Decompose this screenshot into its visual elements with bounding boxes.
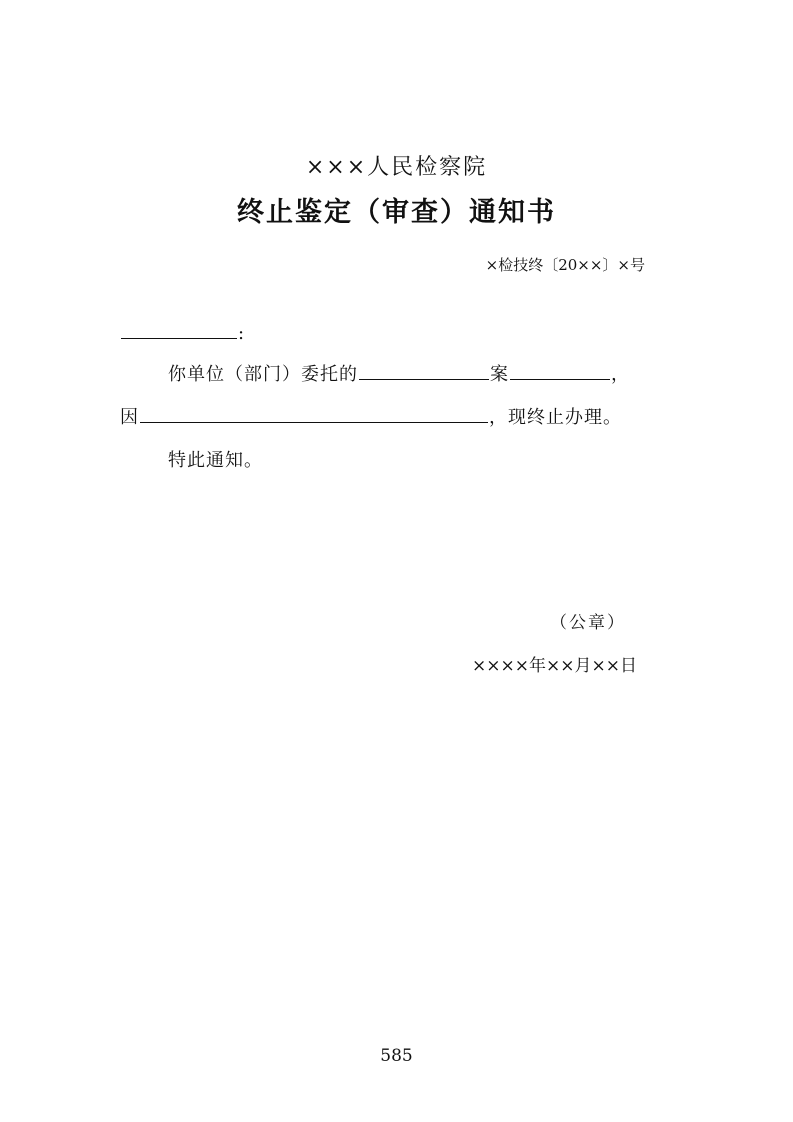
para1-suffix: ，: [611, 364, 630, 385]
para2-suffix: ，现终止办理。: [489, 407, 622, 428]
document-title: 终止鉴定（审查）通知书: [237, 197, 556, 228]
recipient-line: [120, 320, 244, 344]
paragraph-reason: [120, 403, 622, 429]
para1-prefix: 你单位（部门）委托的: [168, 364, 358, 385]
paragraph-commission: [168, 360, 630, 386]
case-detail-blank: [510, 361, 610, 380]
official-seal-placeholder: （公章）: [550, 613, 626, 633]
case-name-blank: [359, 361, 489, 380]
recipient-colon: :: [238, 323, 245, 344]
document-number: ×检技终〔20××〕×号: [485, 256, 645, 274]
para2-prefix: 因: [120, 407, 139, 428]
reason-blank: [140, 404, 488, 423]
page-number: 585: [380, 1046, 413, 1066]
closing-line: 特此通知。: [168, 450, 263, 471]
recipient-blank: [121, 320, 237, 339]
organization-name: ×××人民检察院: [305, 155, 488, 180]
para1-mid: 案: [490, 364, 509, 385]
date-line: ××××年××月××日: [472, 656, 637, 676]
